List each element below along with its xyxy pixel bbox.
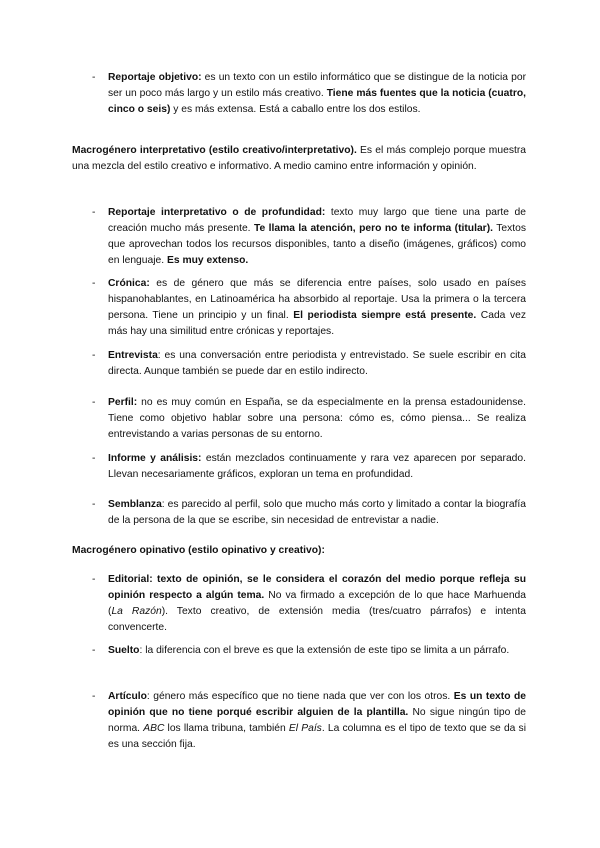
text-run: y es más extensa. Está a caballo entre los dos estilos.: [170, 104, 421, 115]
text-run: : género más específico que no tiene nada que ver con los otros.: [146, 691, 454, 702]
item-editorial: [108, 572, 526, 636]
text-run: No va firmado a excepción de lo que hace Marhuenda (: [108, 590, 526, 617]
text-run: No sigue ningún tipo de norma.: [108, 707, 526, 734]
text-run: están mezclados continuamente y rara vez aparecen por separado. Llevan necesariamente gráficos, exploran un tema en profundidad.: [108, 453, 526, 480]
text-run: ABC: [143, 723, 165, 734]
bullet-dash: -: [92, 72, 96, 83]
text-run: Macrogénero interpretativo (estilo creativo/interpretativo).: [72, 145, 357, 156]
text-run: Es un texto de opinión que no tiene porqué escribir alguien de la plantilla.: [108, 691, 526, 718]
bullet-dash: -: [92, 499, 96, 510]
text-run: no es muy común en España, se da especialmente en la prensa estadounidense. Tiene como objetivo hablar sobre una persona: cómo es, cómo piensa... Se realiza entrevistando a varias personas de su entorno.: [108, 397, 526, 440]
text-run: ). Texto creativo, de extensión media (tres/cuatro párrafos) e intenta convencerte.: [108, 606, 526, 633]
item-entrevista: [108, 348, 526, 380]
bullet-dash: -: [92, 397, 96, 408]
bullet-dash: -: [92, 278, 96, 289]
text-run: los llama tribuna, también: [164, 723, 289, 734]
text-run: Perfil:: [108, 397, 138, 408]
text-run: es un texto con un estilo informático que se distingue de la noticia por ser un poco más largo y un estilo más creativo.: [108, 72, 526, 99]
text-run: Suelto: [108, 645, 140, 656]
text-run: Informe y análisis:: [108, 453, 202, 464]
text-run: Cada vez más hay una similitud entre crónicas y reportajes.: [108, 310, 526, 337]
text-run: La Razón: [111, 606, 162, 617]
bullet-dash: -: [92, 574, 96, 585]
heading-macrogenero-opinativo: [72, 543, 526, 559]
text-run: Artículo: [108, 691, 147, 702]
item-reportaje-interpretativo: [108, 205, 526, 269]
text-run: El periodista siempre está presente.: [293, 310, 477, 321]
text-run: Semblanza: [108, 499, 162, 510]
bullet-dash: -: [92, 207, 96, 218]
heading-macrogenero-interpretativo: [72, 143, 526, 175]
text-run: Reportaje interpretativo o de profundidad:: [108, 207, 326, 218]
text-run: texto muy largo que tiene una parte de creación mucho más presente.: [108, 207, 526, 234]
text-run: Tiene más fuentes que la noticia (cuatro, cinco o seis): [108, 88, 526, 115]
bullet-dash: -: [92, 691, 96, 702]
text-run: Es el más complejo porque muestra una mezcla del estilo creativo e informativo. A medio camino entre información y opinión.: [72, 145, 526, 172]
text-run: Macrogénero opinativo (estilo opinativo y creativo):: [72, 545, 325, 556]
text-run: Editorial: texto de opinión, se le considera el corazón del medio porque refleja su opinión respecto a algún tema.: [108, 574, 526, 601]
text-run: : es una conversación entre periodista y entrevistado. Se suele escribir en cita directa. Aunque también se puede dar en estilo indirecto.: [108, 350, 526, 377]
item-articulo: [108, 689, 526, 753]
text-run: Te llama la atención, pero no te informa (titular).: [253, 223, 493, 234]
text-run: : es parecido al perfil, solo que mucho más corto y limitado a contar la biografía de la persona de la que se escribe, sin necesidad de entrevistar a nadie.: [108, 499, 526, 526]
text-run: : la diferencia con el breve es que la extensión de este tipo se limita a un párrafo.: [139, 645, 510, 656]
bullet-dash: -: [92, 453, 96, 464]
item-informe: [108, 451, 526, 483]
text-run: es de género que más se diferencia entre países, solo usado en países hispanohablantes, en Latinoamérica ha absorbido al reportaje. Usa la primera o la tercera persona. Tiene un principio y un final.: [108, 278, 526, 321]
item-cronica: [108, 276, 526, 340]
bullet-dash: -: [92, 645, 96, 656]
text-run: . La columna es el tipo de texto que se da si es una sección fija.: [108, 723, 526, 750]
text-run: Crónica:: [108, 278, 150, 289]
item-reportaje-objetivo: [108, 70, 526, 118]
bullet-dash: -: [92, 350, 96, 361]
item-semblanza: [108, 497, 526, 529]
item-perfil: [108, 395, 526, 443]
text-run: Textos que aprovechan todos los recursos disponibles, tanto a diseño (imágenes, gráficos) como en lenguaje.: [108, 223, 526, 266]
text-run: El País: [288, 723, 322, 734]
text-run: Reportaje objetivo:: [108, 72, 202, 83]
text-run: Entrevista: [108, 350, 158, 361]
text-run: Es muy extenso.: [166, 255, 249, 266]
item-suelto: [108, 643, 526, 659]
